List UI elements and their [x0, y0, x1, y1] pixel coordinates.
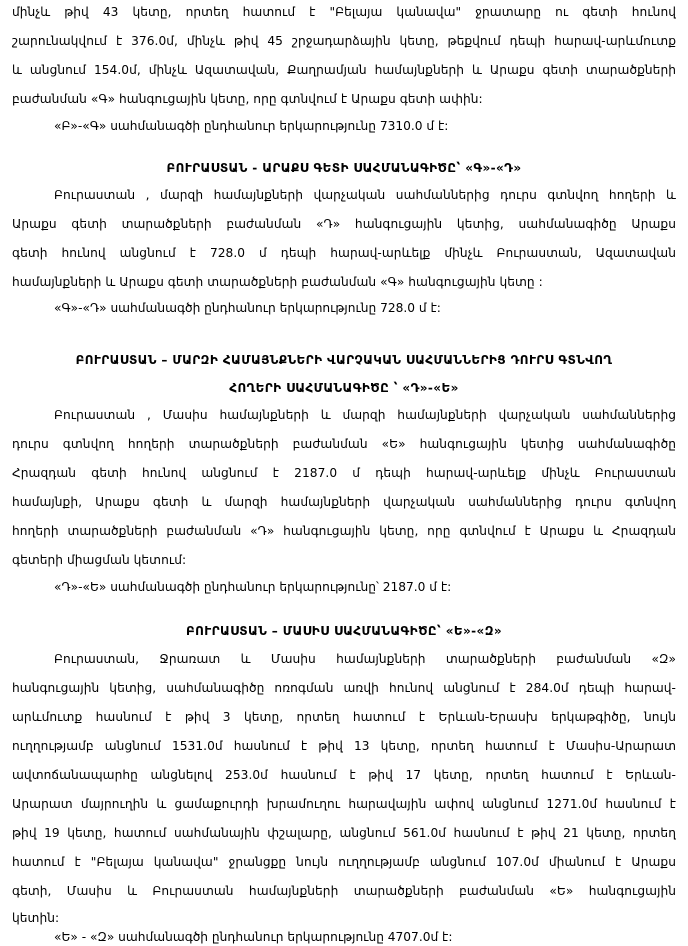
paragraph-line: ավտոճանապարհը անցնելով 253.0մ հասնում է թիվ 17 կետը, որտեղ հատում է Երևան-	[12, 768, 676, 782]
paragraph-line: գետի, Մասիս և Բուրաստան համայնքների տարածքների բաժանման «Ե» հանգուցային	[12, 884, 676, 898]
paragraph-line: մինչև թիվ 43 կետը, որտեղ հատում է "Բելայա կանավա" ջրատարը ու գետի հունով	[12, 5, 676, 19]
paragraph-line: դուրս գտնվող հողերի տարածքների բաժանման «Ե» հանգուցային կետից սահմանագիծը	[12, 437, 676, 451]
paragraph-line: և անցնում 154.0մ, մինչև Ազատավան, Քաղրամյան համայնքների և Արաքս գետի տարածքների	[12, 63, 676, 77]
section-heading: ԲՈՒՐԱՍՏԱՆ – ՄԱՍԻՍ ՍԱՀՄԱՆԱԳԻԾԸ՝ «Ե»-«Զ»	[185, 624, 503, 638]
paragraph-line: արևմուտք հասնում է թիվ 3 կետը, որտեղ հատում է Երևան-Երասխ երկաթգիծը, նույն	[12, 710, 676, 724]
paragraph-line: Բուրաստան , մարզի համայնքների վարչական սահմաններից դուրս գտնվող հողերի և	[54, 188, 676, 202]
paragraph-line: համայնքների և Արաքս գետի տարածքների բաժանման «Գ» հանգուցային կետը :	[12, 275, 543, 289]
paragraph-line: հանգուցային կետից, սահմանագիծը ոռոգման առվի հունով անցնում է 284.0մ դեպի հարավ-	[12, 681, 676, 695]
section-total-length: «Ե» - «Զ» սահմանագծի ընդհանուր երկարությունը 4707.0մ է:	[54, 930, 453, 944]
section-heading-line2: ՀՈՂԵՐԻ ՍԱՀՄԱՆԱԳԻԾԸ ՝ «Դ»-«Ե»	[229, 381, 459, 395]
paragraph-line: Հրազդան գետի հունով անցնում է 2187.0 մ դեպի հարավ-արևելք մինչև Բուրաստան	[12, 466, 676, 480]
paragraph-line: բաժանման «Գ» հանգուցային կետը, որը գտնվում է Արաքս գետի ափին:	[12, 92, 483, 106]
section-heading: ԲՈՒՐԱՍՏԱՆ - ԱՐԱՔՍ ԳԵՏԻ ՍԱՀՄԱՆԱԳԻԾԸ՝ «Գ»-«Դ»	[166, 161, 522, 175]
paragraph-line: հատում է "Բելայա կանավա" ջրանցքը նույն ուղղությամբ անցնում 107.0մ միանում է Արաքս	[12, 855, 676, 869]
section-total-length: «Դ»-«Ե» սահմանագծի ընդհանուր երկարությունը՝ 2187.0 մ է:	[54, 580, 452, 594]
section-heading-line1: ԲՈՒՐԱՍՏԱՆ – ՄԱՐԶԻ ՀԱՄԱՅՆՔՆԵՐԻ ՎԱՐՉԱԿԱՆ ՍԱՀՄԱՆՆԵՐԻՑ ԴՈՒՐՍ ԳՏՆՎՈՂ	[75, 353, 613, 367]
paragraph-line: Բուրաստան , Մասիս համայնքների և մարզի համայնքների վարչական սահմաններից	[54, 408, 676, 422]
paragraph-line: կետին:	[12, 911, 60, 925]
paragraph-line: համայնքի, Արաքս գետի և մարզի համայնքների վարչական սահմաններից դուրս գտնվող	[12, 495, 676, 509]
paragraph-line: շարունակվում է 376.0մ, մինչև թիվ 45 շրջադարձային կետը, թեքվում դեպի հարավ-արևմուտք	[12, 34, 676, 48]
paragraph-line: Արաքս գետի տարածքների բաժանման «Դ» հանգուցային կետից, սահմանագիծը Արաքս	[12, 217, 676, 231]
paragraph-line: Բուրաստան, Ջրառատ և Մասիս համայնքների տարածքների բաժանման «Զ»	[54, 652, 676, 666]
paragraph-line: գետի հունով անցնում է 728.0 մ դեպի հարավ-արևելք մինչև Բուրաստան, Ազատավան	[12, 246, 676, 260]
paragraph-line: Արարատ մայրուղին և ցամաքուրդի խրամուղու հարավային ափով անցնում 1271.0մ հասնում է	[12, 797, 676, 811]
paragraph-line: թիվ 19 կետը, հատում սահմանային փշալարը, անցնում 561.0մ հասնում է թիվ 21 կետը, որտեղ	[12, 826, 676, 840]
paragraph-line: գետերի միացման կետում:	[12, 553, 187, 567]
section-total-length: «Բ»-«Գ» սահմանագծի ընդհանուր երկարությունը 7310.0 մ է:	[54, 119, 449, 133]
paragraph-line: ուղղությամբ անցնում 1531.0մ հասնում է թիվ 13 կետը, որտեղ հատում է Մասիս-Արարատ	[12, 739, 676, 753]
section-total-length: «Գ»-«Դ» սահմանագծի ընդհանուր երկարությունը 728.0 մ է:	[54, 301, 441, 315]
paragraph-line: հողերի տարածքների բաժանման «Դ» հանգուցային կետը, որը գտնվում է Արաքս և Հրազդան	[12, 524, 676, 538]
